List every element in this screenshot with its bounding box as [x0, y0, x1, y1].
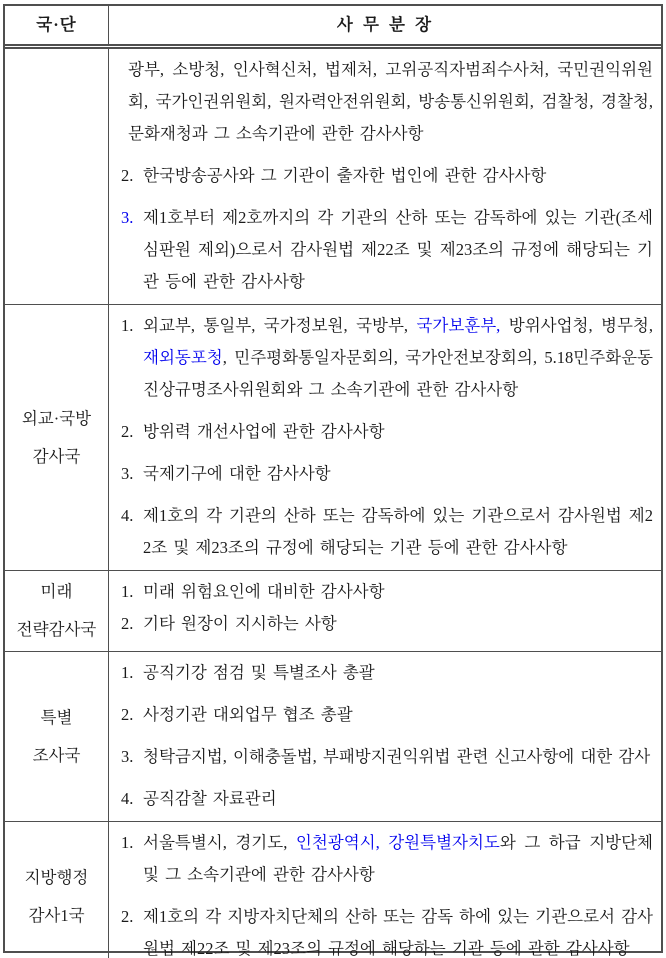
org-cell	[5, 822, 109, 958]
item-text	[143, 160, 653, 192]
item-text	[143, 458, 653, 490]
item-text	[143, 576, 653, 608]
text-segment: 서울특별시, 경기도,	[143, 833, 296, 852]
duty-item	[121, 699, 653, 731]
duty-item	[121, 310, 653, 406]
text-segment: 제1호의 각 기관의 산하 또는 감독하에 있는 기관으로서 감사원법 제22조 및 제23조의 규정에 해당되는 기관 등에 관한 감사사항	[143, 506, 653, 557]
item-number: 2.	[121, 614, 134, 633]
text-segment: 방위사업청, 병무청,	[500, 316, 653, 335]
duty-item	[121, 202, 653, 298]
item-number: 1.	[121, 833, 134, 852]
duty-item	[121, 500, 653, 564]
item-text	[143, 827, 653, 891]
org-name-line: 전략감사국	[16, 620, 97, 639]
table-row	[5, 305, 661, 571]
org-cell	[5, 571, 109, 651]
item-number: 3.	[121, 747, 134, 766]
duty-item	[121, 54, 653, 150]
item-number: 2.	[121, 907, 134, 926]
text-segment: 인천광역시, 강원특별자치도	[295, 833, 500, 852]
duty-item	[121, 576, 653, 608]
text-segment: 제1호의 각 지방자치단체의 산하 또는 감독 하에 있는 기관으로서 감사원법 제22조 및 제23조의 규정에 해당하는 기관 등에 관한 감사사항	[143, 907, 653, 958]
item-text	[143, 310, 653, 406]
item-number: 1.	[121, 663, 134, 682]
duties-cell	[109, 822, 661, 958]
org-cell	[5, 652, 109, 821]
duty-item	[121, 657, 653, 689]
org-name-line: 감사국	[32, 446, 81, 466]
duty-item	[121, 416, 653, 448]
item-text	[143, 901, 653, 958]
duties-cell	[109, 49, 661, 304]
item-number: 4.	[121, 506, 134, 525]
text-segment: 국가보훈부,	[416, 316, 501, 335]
text-segment: , 민주평화통일자문회의, 국가안전보장회의, 5.18민주화운동진상규명조사위원회와 그 소속기관에 관한 감사사항	[143, 348, 653, 399]
item-number: 2.	[121, 166, 134, 185]
text-segment: 미래 위험요인에 대비한 감사사항	[143, 582, 385, 601]
duty-item	[121, 741, 653, 773]
text-segment: 방위력 개선사업에 관한 감사사항	[143, 422, 385, 441]
table-header-row	[5, 6, 661, 49]
org-cell	[5, 49, 109, 304]
item-number: 2.	[121, 422, 134, 441]
org-duty-table	[3, 4, 663, 958]
table-row	[5, 49, 661, 305]
org-name-line: 외교·국방	[21, 408, 92, 428]
text-segment: 외교부, 통일부, 국가정보원, 국방부,	[143, 316, 417, 335]
item-text	[143, 416, 653, 448]
duties-cell	[109, 571, 661, 651]
org-cell	[5, 305, 109, 570]
text-segment: 와 그 하급 지방단체 및 그 소속기관에 관한 감사사항	[143, 833, 653, 884]
text-segment: 청탁금지법, 이해충돌법, 부패방지권익위법 관련 신고사항에 대한 감사	[143, 747, 651, 766]
item-number: 3.	[121, 208, 134, 227]
text-segment: 사정기관 대외업무 협조 총괄	[143, 705, 353, 724]
org-name-line: 특별	[40, 707, 73, 727]
duty-item	[121, 783, 653, 815]
item-number: 2.	[121, 705, 134, 724]
duty-item	[121, 827, 653, 891]
item-number: 3.	[121, 464, 134, 483]
duties-cell	[109, 652, 661, 821]
org-name-line: 조사국	[32, 745, 81, 765]
text-segment: 한국방송공사와 그 기관이 출자한 법인에 관한 감사사항	[143, 166, 547, 185]
text-segment: 광부, 소방청, 인사혁신처, 법제처, 고위공직자범죄수사처, 국민권익위원회, 국가인권위원회, 원자력안전위원회, 방송통신위원회, 검찰청, 경찰청, 문화재청과 그 소속기관에 관한 감사사항	[128, 60, 653, 143]
item-text	[143, 657, 653, 689]
text-segment: 기타 원장이 지시하는 사항	[143, 614, 337, 633]
duty-item	[121, 901, 653, 958]
item-text	[143, 699, 653, 731]
text-segment: 공직기강 점검 및 특별조사 총괄	[143, 663, 375, 682]
duty-item	[121, 608, 653, 640]
item-text	[143, 500, 653, 564]
item-text	[143, 783, 653, 815]
text-segment: 공직감찰 자료관리	[143, 789, 277, 808]
item-number: 4.	[121, 789, 134, 808]
org-name-line: 감사1국	[28, 905, 85, 925]
text-segment: 국제기구에 대한 감사사항	[143, 464, 331, 483]
duties-cell	[109, 305, 661, 570]
duty-item	[121, 160, 653, 192]
table-row	[5, 571, 661, 652]
item-text	[143, 741, 653, 773]
item-text	[143, 608, 653, 640]
item-text	[143, 202, 653, 298]
org-name-line: 지방행정	[24, 867, 89, 887]
org-name-line: 미래	[40, 582, 73, 601]
table-row	[5, 652, 661, 822]
org-column-header: 국·단	[5, 6, 109, 44]
text-segment: 제1호부터 제2호까지의 각 기관의 산하 또는 감독하에 있는 기관(조세심판원 제외)으로서 감사원법 제22조 및 제23조의 규정에 해당되는 기관 등에 관한 감사사항	[143, 208, 653, 291]
duties-column-header: 사 무 분 장	[336, 15, 434, 34]
table-row	[5, 822, 661, 958]
duty-item	[121, 458, 653, 490]
text-segment: 재외동포청	[143, 348, 223, 367]
item-text	[121, 54, 653, 150]
item-number: 1.	[121, 582, 134, 601]
item-number: 1.	[121, 316, 134, 335]
